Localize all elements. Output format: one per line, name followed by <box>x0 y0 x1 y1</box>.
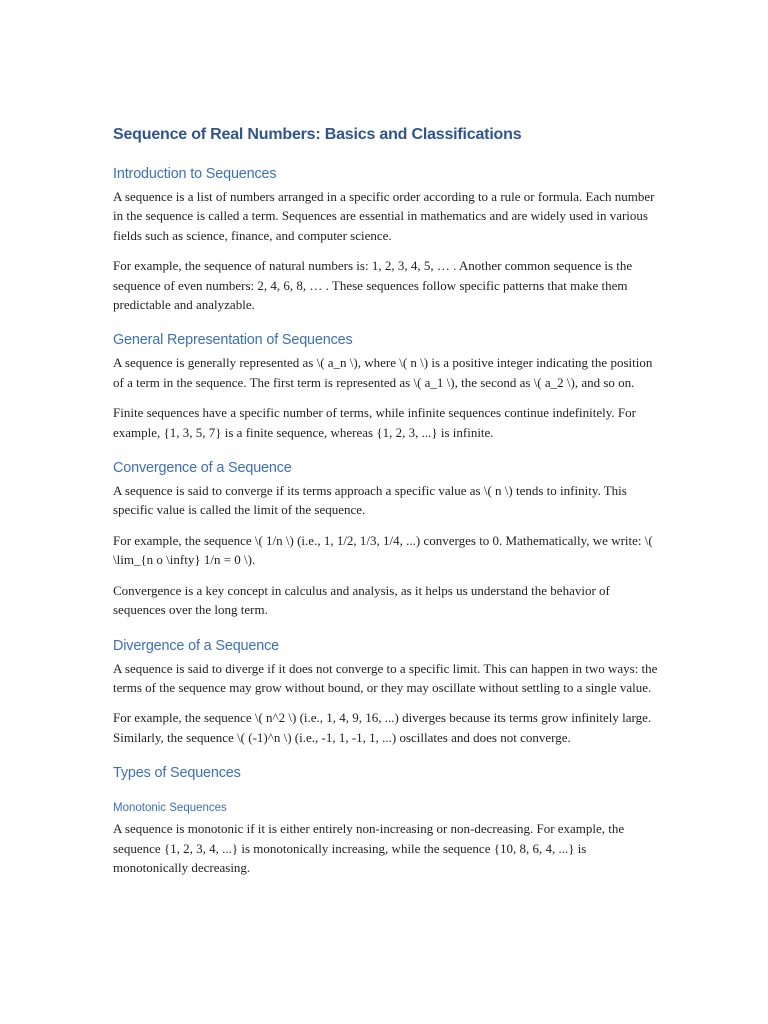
paragraph: Finite sequences have a specific number of terms, while infinite sequences continue indefinitely. For example, {1, 3, 5, 7} is a finite sequence, whereas {1, 2, 3, ...} is infinite. <box>113 405 636 440</box>
paragraph: For example, the sequence \( 1/n \) (i.e., 1, 1/2, 1/3, 1/4, ...) converges to 0. Mathematically, we write: \( \lim_{n o \infty} 1/n = 0 \). <box>113 532 653 568</box>
section-heading: Introduction to Sequences <box>113 166 277 182</box>
paragraph: A sequence is monotonic if it is either entirely non-increasing or non-decreasing. For example, the sequence {1, 2, 3, 4, ...} is monotonically increasing, while the sequence {10, 8, 6, 4, ...} is monotonically decreasing. <box>113 821 625 875</box>
paragraph: A sequence is said to diverge if it does not converge to a specific limit. This can happen in two ways: the terms of the sequence may grow without bound, or they may oscillate without settling to a single value. <box>113 660 658 695</box>
subsection-heading: Monotonic Sequences <box>113 802 227 815</box>
section-heading: Convergence of a Sequence <box>113 460 292 477</box>
section-heading: Divergence of a Sequence <box>113 637 280 654</box>
spacer <box>113 786 658 800</box>
section-heading: Types of Sequences <box>113 765 241 782</box>
section-introduction <box>113 164 658 314</box>
paragraph: A sequence is a list of numbers arranged in a specific order according to a rule or formula. Each number in the sequence is called a term. Sequences are essential in mathematics and are widely used in various fields such as science, finance, and computer science. <box>113 189 655 243</box>
section-divergence <box>113 636 658 748</box>
section-convergence <box>113 458 658 619</box>
paragraph: A sequence is generally represented as \( a_n \), where \( n \) is a positive integer indicating the position of a term in the sequence. The first term is represented as \( a_1 \), the second as \( a_2 \), and so on. <box>113 355 653 390</box>
section-general-representation <box>113 330 658 442</box>
paragraph: For example, the sequence \( n^2 \) (i.e., 1, 4, 9, 16, ...) diverges because its terms grow infinitely large. Similarly, the sequence \( (-1)^n \) (i.e., -1, 1, -1, 1, ...) oscillates and does not converge. <box>113 710 652 745</box>
paragraph: For example, the sequence of natural numbers is: 1, 2, 3, 4, 5, … . Another common sequence is the sequence of even numbers: 2, 4, 6, 8, … . These sequences follow specific patterns that make them predictable and analyzable. <box>113 258 633 313</box>
section-types <box>113 763 658 877</box>
paragraph: Convergence is a key concept in calculus and analysis, as it helps us understand the behavior of sequences over the long term. <box>113 582 610 618</box>
paragraph: A sequence is said to converge if its terms approach a specific value as \( n \) tends to infinity. This specific value is called the limit of the sequence. <box>113 483 627 518</box>
document-title: Sequence of Real Numbers: Basics and Classifications <box>113 126 522 143</box>
document-page <box>113 124 658 888</box>
section-heading: General Representation of Sequences <box>113 332 353 349</box>
